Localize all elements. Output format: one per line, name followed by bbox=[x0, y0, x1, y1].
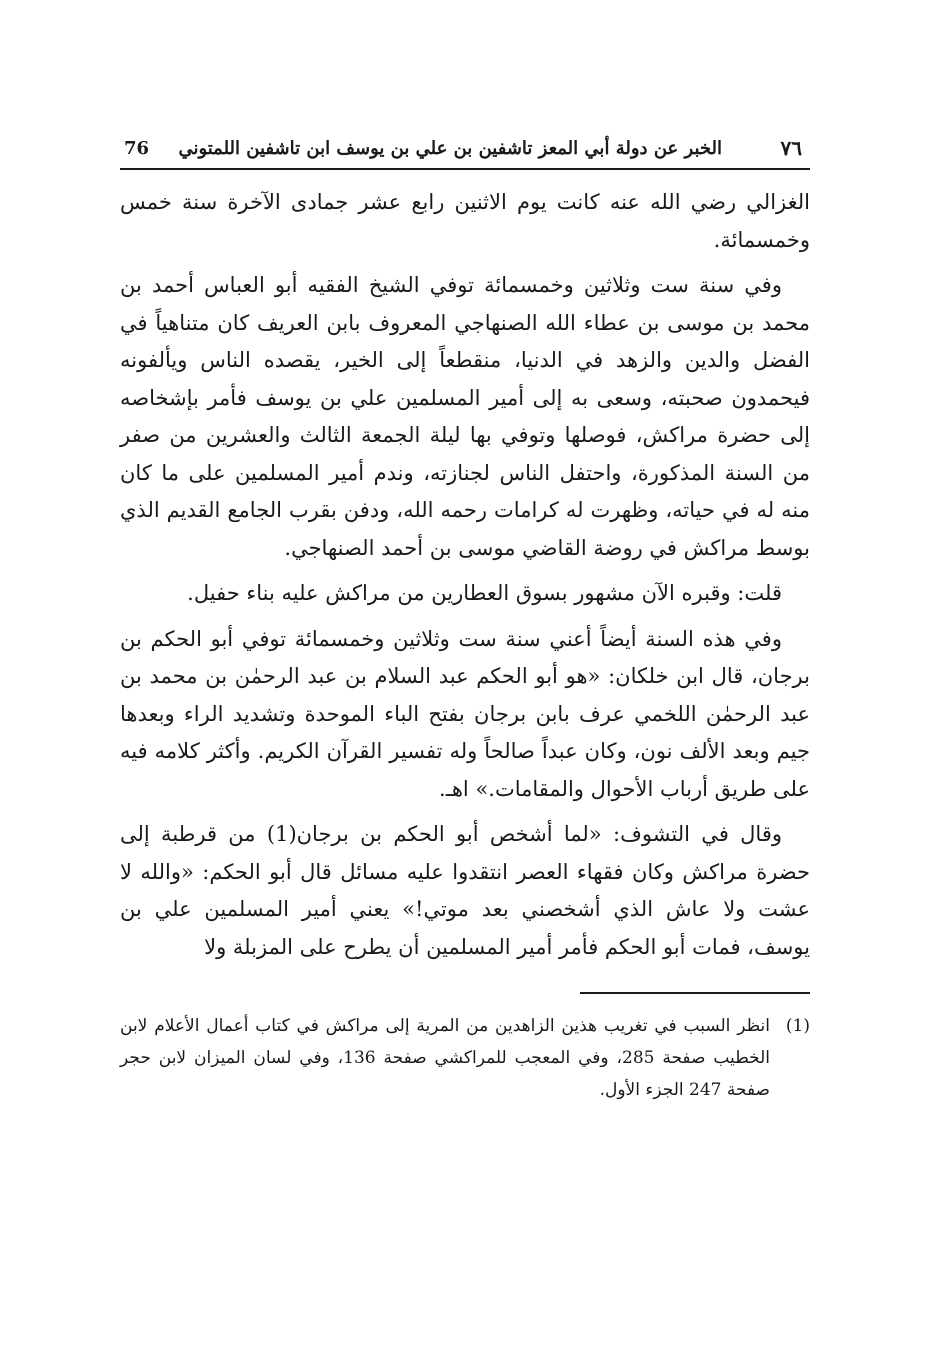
paragraph-2: وفي سنة ست وثلاثين وخمسمائة توفي الشيخ الفقيه أبو العباس أحمد بن محمد بن موسى بن عطاء الله الصنهاجي المعروف بابن العريف كان متناهياً في الفضل والدين والزهد في الدنيا، منقطعاً إلى الخير، يقصده الناس ويألفونه فيحمدون صحبته، وسعى به إلى أمير المسلمين علي بن يوسف فأمر بإشخاصه إلى حضرة مراكش، فوصلها وتوفي بها ليلة الجمعة الثالث والعشرين من صفر من السنة المذكورة، واحتفل الناس لجنازته، وندم أمير المسلمين على ما كان منه له في حياته، وظهرت له كرامات رحمه الله، ودفن بقرب الجامع القديم الذي بوسط مراكش في روضة القاضي موسى بن أحمد الصنهاجي. bbox=[120, 273, 810, 560]
running-header bbox=[120, 130, 810, 170]
page-number-arabic: ٧٦ bbox=[780, 136, 802, 160]
book-page bbox=[120, 130, 810, 1106]
footnote-text: انظر السبب في تغريب هذين الزاهدين من المرية إلى مراكش في كتاب أعمال الأعلام لابن الخطيب صفحة 285، وفي المعجب للمراكشي صفحة 136، وفي لسان الميزان لابن حجر صفحة 247 الجزء الأول. bbox=[120, 1016, 771, 1100]
footnote bbox=[120, 1010, 810, 1106]
paragraph-1: الغزالي رضي الله عنه كانت يوم الاثنين رابع عشر جمادى الآخرة سنة خمس وخمسمائة. bbox=[120, 190, 810, 252]
paragraph-4: وفي هذه السنة أيضاً أعني سنة ست وثلاثين وخمسمائة توفي أبو الحكم بن برجان، قال ابن خلكان: «هو أبو الحكم عبد السلام بن عبد الرحمٰن بن محمد بن عبد الرحمٰن اللخمي عرف بابن برجان بفتح الباء الموحدة وتشديد الراء وبعدها جيم وبعد الألف نون، وكان عبداً صالحاً وله تفسير القرآن الكريم. وأكثر كلامه فيه على طريق أرباب الأحوال والمقامات.» اهـ. bbox=[120, 626, 810, 801]
main-text bbox=[120, 184, 810, 966]
running-title: الخبر عن دولة أبي المعز تاشفين بن علي بن يوسف ابن تاشفين اللمتوني bbox=[178, 138, 722, 159]
paragraph-5: وقال في التشوف: «لما أشخص أبو الحكم بن برجان(1) من قرطبة إلى حضرة مراكش وكان فقهاء العصر انتقدوا عليه مسائل قال أبو الحكم: «والله لا عشت ولا عاش الذي أشخصني بعد موتي!» يعني أمير المسلمين علي بن يوسف، فمات أبو الحكم فأمر أمير المسلمين أن يطرح على المزبلة ولا bbox=[120, 822, 810, 959]
paragraph-3: قلت: وقبره الآن مشهور بسوق العطارين من مراكش عليه بناء حفيل. bbox=[187, 581, 782, 605]
footnote-divider bbox=[580, 992, 810, 994]
footnote-number: (1) bbox=[785, 1016, 810, 1036]
page-number: 76 bbox=[124, 138, 150, 159]
